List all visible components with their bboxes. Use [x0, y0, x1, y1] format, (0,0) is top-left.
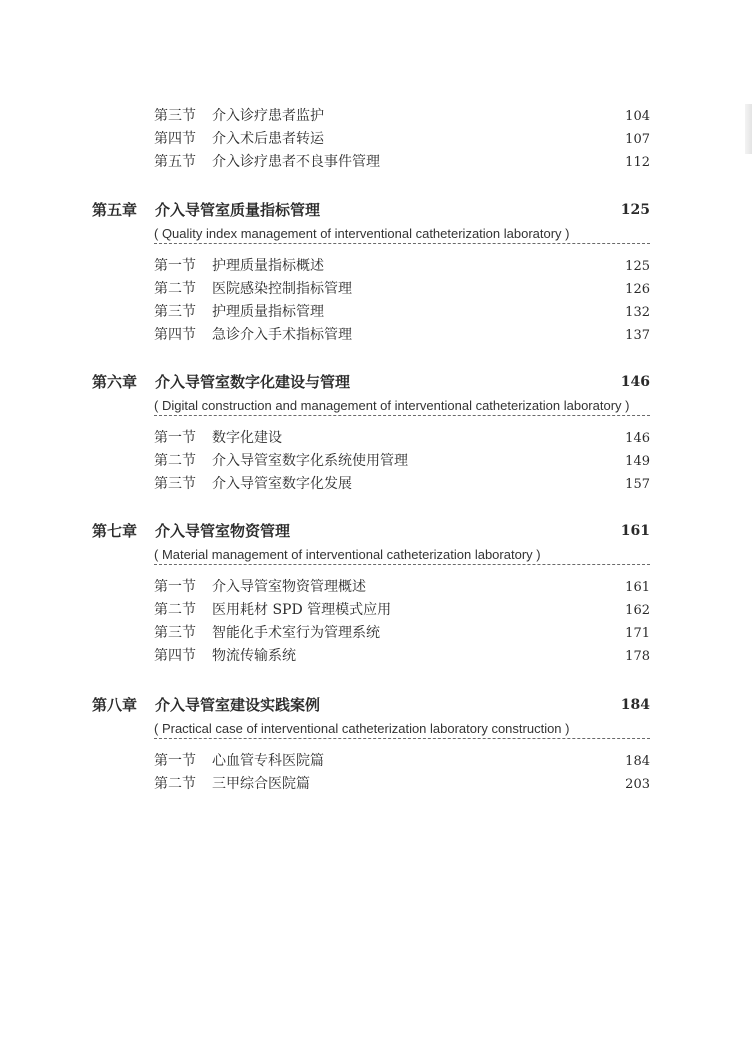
- toc-section-item[interactable]: [154, 128, 650, 151]
- chapter-number: 第六章: [92, 373, 138, 391]
- chapter-page: 125: [620, 202, 650, 218]
- section-title: 物流传输系统: [212, 648, 296, 664]
- section-number: 第一节: [154, 753, 196, 769]
- toc-section-item[interactable]: [154, 324, 650, 347]
- section-number: 第三节: [154, 625, 196, 641]
- section-title: 三甲综合医院篇: [212, 776, 310, 792]
- chapter-title: 介入导管室建设实践案例: [155, 696, 321, 714]
- toc-section-item[interactable]: [154, 151, 650, 174]
- section-page: 112: [625, 155, 650, 170]
- section-page: 162: [625, 603, 650, 618]
- toc-section-item[interactable]: [154, 599, 650, 622]
- section-number: 第一节: [154, 258, 196, 274]
- section-page: 126: [625, 282, 650, 297]
- chapter-number: 第八章: [92, 696, 138, 714]
- toc-section-item[interactable]: [154, 473, 650, 496]
- toc-section-item[interactable]: [154, 773, 650, 796]
- dashed-divider: [154, 415, 650, 416]
- toc-chapter-heading[interactable]: [92, 519, 650, 543]
- section-title: 介入导管室数字化发展: [212, 476, 352, 492]
- section-title: 护理质量指标概述: [212, 258, 324, 274]
- dashed-divider: [154, 243, 650, 244]
- section-title: 介入导管室物资管理概述: [212, 579, 366, 595]
- section-number: 第一节: [154, 430, 196, 446]
- section-number: 第四节: [154, 327, 196, 343]
- chapter-english-title: ( Quality index management of interventional catheterization laboratory ): [154, 226, 570, 241]
- section-number: 第二节: [154, 453, 196, 469]
- section-title: 介入导管室数字化系统使用管理: [212, 453, 408, 469]
- section-page: 132: [625, 305, 650, 320]
- section-page: 107: [625, 132, 650, 147]
- section-page: 104: [625, 109, 650, 124]
- chapter-title: 介入导管室数字化建设与管理: [155, 373, 351, 391]
- section-number: 第二节: [154, 602, 196, 618]
- section-title: 护理质量指标管理: [212, 304, 324, 320]
- section-page: 203: [625, 777, 650, 792]
- section-title: 医用耗材 SPD 管理模式应用: [212, 602, 392, 618]
- page-edge-tab: [745, 104, 752, 154]
- section-title: 医院感染控制指标管理: [212, 281, 352, 297]
- section-number: 第三节: [154, 476, 196, 492]
- toc-section-item[interactable]: [154, 427, 650, 450]
- chapter-english-title: ( Material management of interventional catheterization laboratory ): [154, 547, 541, 562]
- section-page: 184: [625, 754, 650, 769]
- chapter-title: 介入导管室物资管理: [155, 522, 291, 540]
- toc-section-item[interactable]: [154, 622, 650, 645]
- chapter-english-title: ( Practical case of interventional catheterization laboratory construction ): [154, 721, 570, 736]
- chapter-page: 146: [620, 374, 650, 390]
- section-title: 介入诊疗患者监护: [212, 108, 324, 124]
- toc-section-item[interactable]: [154, 576, 650, 599]
- chapter-number: 第五章: [92, 201, 138, 219]
- section-title: 智能化手术室行为管理系统: [212, 625, 380, 641]
- section-number: 第二节: [154, 281, 196, 297]
- section-number: 第三节: [154, 304, 196, 320]
- toc-section-item[interactable]: [154, 645, 650, 668]
- section-page: 157: [625, 477, 650, 492]
- toc-section-item[interactable]: [154, 278, 650, 301]
- dashed-divider: [154, 564, 650, 565]
- dashed-divider: [154, 738, 650, 739]
- chapter-page: 184: [620, 697, 650, 713]
- section-page: 146: [625, 431, 650, 446]
- toc-chapter-heading[interactable]: [92, 693, 650, 717]
- toc-section-item[interactable]: [154, 105, 650, 128]
- section-title: 心血管专科医院篇: [212, 753, 324, 769]
- chapter-number: 第七章: [92, 522, 138, 540]
- section-number: 第一节: [154, 579, 196, 595]
- section-title: 数字化建设: [212, 430, 282, 446]
- section-number: 第五节: [154, 154, 196, 170]
- section-number: 第二节: [154, 776, 196, 792]
- section-page: 161: [625, 580, 650, 595]
- toc-section-item[interactable]: [154, 750, 650, 773]
- section-page: 178: [625, 649, 650, 664]
- section-title: 急诊介入手术指标管理: [212, 327, 352, 343]
- toc-chapter-heading[interactable]: [92, 370, 650, 394]
- toc-chapter-heading[interactable]: [92, 198, 650, 222]
- toc-section-item[interactable]: [154, 450, 650, 473]
- chapter-title: 介入导管室质量指标管理: [155, 201, 321, 219]
- chapter-english-title: ( Digital construction and management of interventional catheterization laboratory ): [154, 398, 630, 413]
- section-number: 第四节: [154, 648, 196, 664]
- section-page: 149: [625, 454, 650, 469]
- section-title: 介入术后患者转运: [212, 131, 324, 147]
- section-number: 第四节: [154, 131, 196, 147]
- section-page: 171: [625, 626, 650, 641]
- section-number: 第三节: [154, 108, 196, 124]
- toc-section-item[interactable]: [154, 301, 650, 324]
- chapter-page: 161: [620, 523, 650, 539]
- section-title: 介入诊疗患者不良事件管理: [212, 154, 380, 170]
- toc-section-item[interactable]: [154, 255, 650, 278]
- section-page: 137: [625, 328, 650, 343]
- section-page: 125: [625, 259, 650, 274]
